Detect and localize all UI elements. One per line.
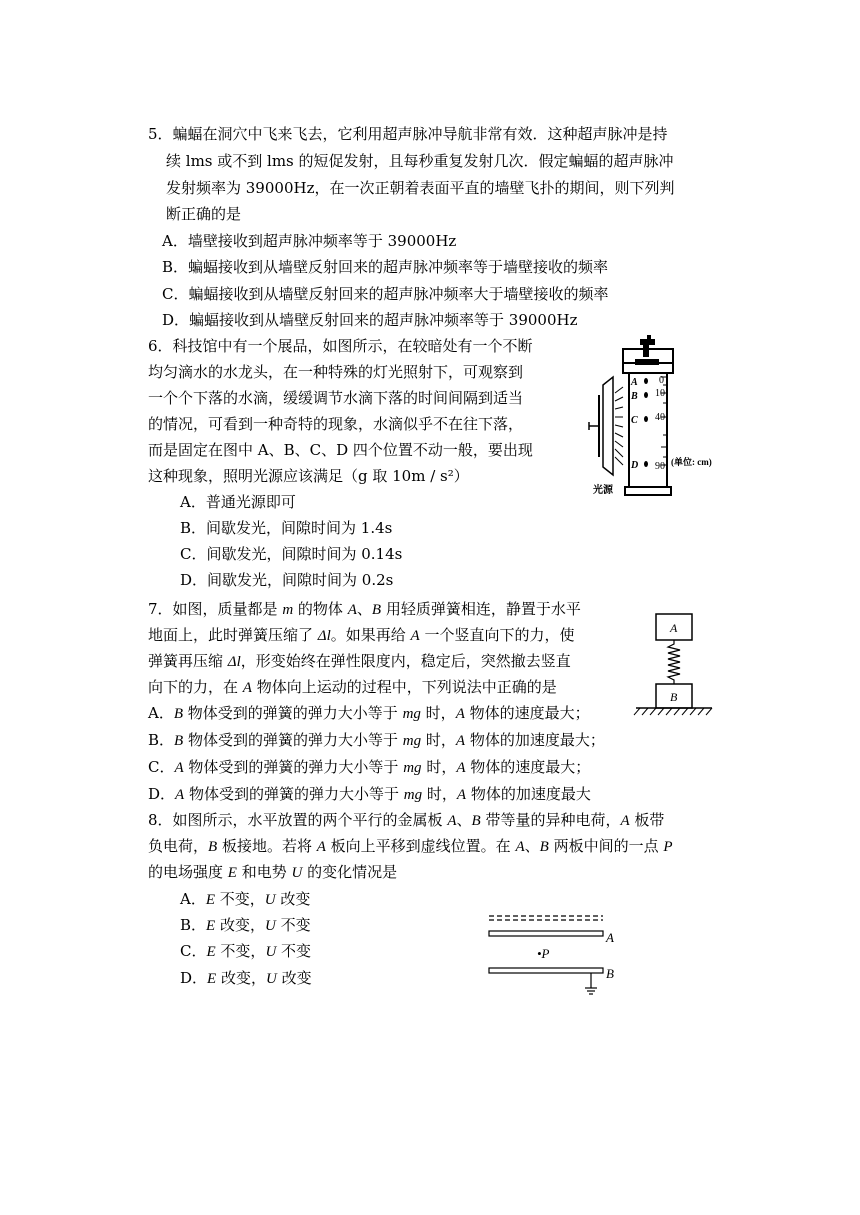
text-run: A． [148, 704, 174, 722]
text-run: 一个竖直向下的力，使 [419, 626, 575, 644]
text-run: 改变 [276, 969, 312, 987]
var: E [227, 865, 237, 881]
q5-stem-line-4: 断正确的是 [166, 205, 242, 223]
text-run: 和电势 [236, 863, 292, 881]
var: A [456, 787, 467, 803]
point-p-label: •P [537, 946, 550, 961]
text-run: C． [148, 758, 175, 776]
text-run: 物体受到的弹簧的弹力大小等于 [183, 731, 403, 749]
text-run: 物体的速度最大； [465, 758, 591, 776]
q8-option-b [180, 912, 311, 939]
q8-stem-line-1 [148, 807, 664, 834]
var: U [264, 892, 276, 908]
q6-stem-line-1: 6．科技馆中有一个展品，如图所示，在较暗处有一个不断 [148, 337, 533, 355]
var: A [455, 706, 465, 722]
text-run: 改变， [216, 969, 266, 987]
q6-point-b: B [631, 391, 638, 402]
var: B [471, 813, 481, 829]
q6-stem-line-4: 的情况，可看到一种奇特的现象，水滴似乎不在往下落， [148, 415, 524, 433]
text-run: B． [180, 916, 207, 934]
q8-option-d [180, 965, 312, 992]
plate-b [489, 968, 603, 973]
q6-stem-line-2: 均匀滴水的水龙头，在一种特殊的灯光照射下，可观察到 [148, 363, 524, 381]
var: U [265, 971, 277, 987]
text-run: 物体的加速度最大； [465, 731, 605, 749]
q6-point-c: C [631, 415, 638, 426]
var: A [620, 813, 630, 829]
text-run: 的变化情况是 [302, 863, 398, 881]
text-run: 物体的加速度最大 [466, 785, 591, 803]
q7-stem-line-3 [148, 648, 571, 675]
text-run: B． [148, 731, 175, 749]
light-source-icon [589, 377, 623, 475]
var: A [316, 839, 326, 855]
text-run: 地面上，此时弹簧压缩了 [148, 626, 318, 644]
ground-hatch [634, 708, 712, 715]
var-a: A [347, 602, 357, 618]
var: B [174, 733, 184, 749]
text-run: 物体受到的弹簧的弹力大小等于 [183, 704, 403, 722]
text-run: 时， [421, 731, 456, 749]
var-a: A [242, 680, 252, 696]
text-run: 、 [524, 837, 540, 855]
q8-stem-line-2 [148, 833, 673, 860]
q6-scale-90: 90 [655, 461, 665, 472]
block-b-label: B [670, 690, 678, 704]
text-run: D． [180, 969, 208, 987]
var-delta-l: Δl [317, 628, 331, 644]
q6-option-d: D．间歇发光，间隙时间为 0.2s [180, 571, 394, 589]
plate-a-label: A [606, 930, 614, 945]
var-b: B [371, 602, 382, 618]
text-run: 向下的力，在 [148, 678, 243, 696]
var: U [265, 944, 277, 960]
var: B [173, 706, 184, 722]
text-run: 两板中间的一点 [548, 837, 664, 855]
text-run: 物体受到的弹簧的弹力大小等于 [184, 785, 404, 803]
text-run: C． [180, 942, 207, 960]
text-run: 板带 [629, 811, 665, 829]
q6-point-d: D [631, 460, 639, 471]
var: E [206, 944, 216, 960]
var-delta-l: Δl [227, 654, 241, 670]
plate-b-label: B [606, 966, 614, 981]
q7-option-a [148, 700, 590, 727]
q7-figure-spring-blocks [632, 610, 722, 720]
text-run: 带等量的异种电荷， [480, 811, 621, 829]
var: A [456, 760, 466, 776]
var-a: A [410, 628, 420, 644]
text-run: 不变， [215, 890, 265, 908]
text-run: 改变 [275, 890, 311, 908]
text-run: 、 [356, 600, 372, 618]
spring-icon [668, 640, 680, 684]
text-run: 板接地。若将 [217, 837, 317, 855]
q5-stem-line-2: 续 lms 或不到 lms 的短促发射，且每秒重复发射几次．假定蝙蝠的超声脉冲 [166, 152, 674, 170]
text-run: ，形变始终在弹性限度内，稳定后，突然撤去竖直 [240, 652, 571, 670]
q7-stem-line-4 [148, 674, 557, 701]
text-run: 8．如图所示，水平放置的两个平行的金属板 [148, 811, 448, 829]
var: A [455, 733, 466, 749]
text-run: A． [180, 890, 206, 908]
q6-light-label: 光源 [593, 485, 613, 496]
q8-figure-capacitor [485, 908, 625, 998]
var: E [205, 892, 216, 908]
var: E [206, 918, 216, 934]
var: mg [403, 760, 422, 776]
text-run: 物体的速度最大； [464, 704, 590, 722]
text-run: 、 [456, 811, 472, 829]
q6-stem-line-3: 一个个下落的水滴，缓缓调节水滴下落的时间间隔到适当 [148, 389, 524, 407]
var: P [663, 839, 673, 855]
text-run: 不变 [276, 942, 312, 960]
var: A [515, 839, 525, 855]
q6-point-a: A [631, 377, 638, 388]
text-run: 用轻质弹簧相连，静置于水平 [381, 600, 581, 618]
ground-icon [585, 973, 597, 994]
q5-option-d: D．蝙蝠接收到从墙壁反射回来的超声脉冲频率等于 39000Hz [162, 311, 578, 329]
text-run: 弹簧再压缩 [148, 652, 228, 670]
var: E [207, 971, 217, 987]
q8-stem-line-3 [148, 859, 397, 886]
q5-option-a: A．墙壁接收到超声脉冲频率等于 39000Hz [162, 232, 457, 250]
text-run: 时， [421, 758, 457, 776]
q6-scale-40: 40 [655, 412, 665, 423]
block-a-label: A [670, 621, 678, 635]
var: A [447, 813, 457, 829]
var: A [174, 760, 184, 776]
q6-stem-line-6: 这种现象，照明光源应该满足（g 取 10m / s²） [148, 467, 469, 485]
q6-option-a: A．普通光源即可 [180, 493, 296, 511]
q5-stem-line-1: 5．蝙蝠在洞穴中飞来飞去，它利用超声脉冲导航非常有效．这种超声脉冲是持 [148, 125, 668, 143]
q7-option-d [148, 781, 591, 808]
text-run: 时， [422, 785, 457, 803]
q6-option-c: C．间歇发光，间隙时间为 0.14s [180, 545, 403, 563]
q5-option-c: C．蝙蝠接收到从墙壁反射回来的超声脉冲频率大于墙壁接收的频率 [162, 285, 609, 303]
text-run: 时， [420, 704, 456, 722]
text-run: 的物体 [293, 600, 348, 618]
q8-option-c [180, 938, 311, 965]
var: U [264, 918, 276, 934]
q6-scale-10: 10 [655, 388, 665, 399]
var: mg [402, 706, 421, 722]
var: U [291, 865, 303, 881]
text-run: 物体受到的弹簧的弹力大小等于 [183, 758, 404, 776]
text-run: 。如果再给 [330, 626, 411, 644]
var: mg [402, 733, 422, 749]
text-run: 改变， [215, 916, 265, 934]
q6-unit-label: (单位: cm) [671, 457, 712, 467]
q7-option-b [148, 727, 605, 754]
text-run: 7．如图，质量都是 [148, 600, 283, 618]
q6-stem-line-5: 而是固定在图中 A、B、C、D 四个位置不动一般，要出现 [148, 441, 533, 459]
text-run: D． [148, 785, 176, 803]
text-run: 板向上平移到虚线位置。在 [325, 837, 516, 855]
q6-figure-dripping-tube [585, 335, 715, 505]
var: B [539, 839, 549, 855]
var-m: m [282, 602, 294, 618]
text-run: 物体向上运动的过程中，下列说法中正确的是 [251, 678, 557, 696]
text-run: 负电荷， [148, 837, 209, 855]
q7-stem-line-1 [148, 596, 581, 623]
q7-stem-line-2 [148, 622, 575, 649]
q8-option-a [180, 886, 310, 913]
var: B [208, 839, 218, 855]
q6-option-b: B．间歇发光，间隙时间为 1.4s [180, 519, 393, 537]
text-run: 的电场强度 [148, 863, 228, 881]
var: A [175, 787, 185, 803]
text-run: 不变， [215, 942, 266, 960]
q5-stem-line-3: 发射频率为 39000Hz，在一次正朝着表面平直的墙壁飞扑的期间，则下列判 [166, 179, 675, 197]
plate-a [489, 931, 603, 936]
q7-option-c [148, 754, 590, 781]
var: mg [403, 787, 423, 803]
text-run: 不变 [275, 916, 311, 934]
q6-scale-0: 0 [659, 375, 664, 386]
q5-option-b: B．蝙蝠接收到从墙壁反射回来的超声脉冲频率等于墙壁接收的频率 [162, 258, 609, 276]
